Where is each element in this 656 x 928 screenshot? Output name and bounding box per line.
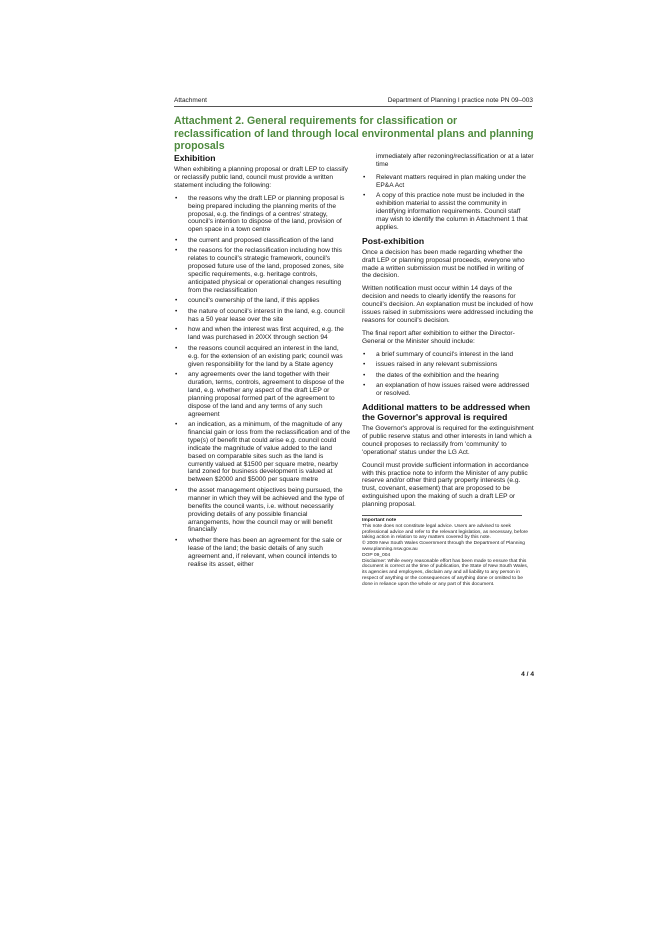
final-report-item: • a brief summary of council's interest in the land [362,351,534,359]
important-note [362,518,534,588]
header-section-label: Attachment [174,97,207,104]
exhibition-item: • whether there has been an agreement for the sale or lease of the land; the basic details of any such agreement and, if relevant, when council intends to realise its asset, either [174,537,350,569]
final-report-item: • an explanation of how issues raised were addressed or resolved. [362,382,534,398]
post-exhibition-paragraph: Once a decision has been made regarding whether the draft LEP or planning proposal proceeds, everyone who made a written submission must be notified in writing of the decision. [362,248,525,280]
post-exhibition-heading: Post-exhibition [362,235,425,246]
right-column [362,153,534,588]
important-note-line: DOP 09_004 [362,552,391,558]
exhibition-intro: When exhibiting a planning proposal or draft LEP to classify or reclassify public land, council must provide a written statement including the following: [174,166,348,189]
final-report-item: • the dates of the exhibition and the hearing [362,372,534,380]
exhibition-item: • the asset management objectives being pursued, the manner in which they will be achieved and the type of benefits the council wants, i.e. without necessarily providing details of any possible financial arrangements, how the council may or will benefit financially [174,487,350,534]
note-divider [362,515,522,516]
exhibition-item: • the reasons for the reclassification including how this relates to council's strategic framework, council's proposed future use of the land, proposed zones, site specific requirements, e.g. heritage controls, anticipated physical or operational changes resulting from the reclassification [174,247,350,294]
header-practice-note: Department of Planning I practice note PN 09–003 [387,97,533,104]
final-report-list [362,351,534,398]
additional-paragraph: The Governor's approval is required for the extinguishment of public reserve status and other interests in land which a council proposes to reclassify from 'community' to 'operational' status under the LG Act. [362,425,534,456]
exhibition-item-continuation: immediately after rezoning/reclassification or at a later time [376,153,534,168]
additional-paragraph: Council must provide sufficient information in accordance with this practice note to inform the Minister of any public reserve and/or other third party property interests (e.g. trust, covenant, easement) that are proposed to be extinguished upon the making of such a draft LEP or planning proposal. [362,461,529,509]
final-report-item: • issues raised in any relevant submissions [362,361,534,369]
additional-matters-heading: Additional matters to be addressed when the Governor's approval is required [362,402,531,423]
exhibition-item: • an indication, as a minimum, of the magnitude of any financial gain or loss from the reclassification and of the type(s) of benefit that could arise e.g. council could indicate the magnitude of value added to the land based on comparable sites such as the land is currently valued at $1500 per square metre, nearby land zoned for business development is valued at between $2000 and $5000 per square metre [174,421,350,484]
exhibition-item: • the current and proposed classification of the land [174,237,350,245]
left-column [174,153,350,573]
exhibition-list [174,195,350,569]
exhibition-list-continued [362,174,534,232]
important-note-line: © 2009 New South Wales Government through the Department of Planning www.planning.nsw.gov.au [362,541,526,553]
exhibition-item: • how and when the interest was first acquired, e.g. the land was purchased in 20XX through section 94 [174,326,350,342]
important-note-line: This note does not constitute legal advice. Users are advised to seek professional advice and refer to the relevant legislation, as necessary, before taking action in relation to any matters covered by this note. [362,523,529,541]
exhibition-item: • the nature of council's interest in the land, e.g. council has a 50 year lease over the site [174,308,350,324]
exhibition-item: • the reasons why the draft LEP or planning proposal is being prepared including the planning merits of the proposal, e.g. the findings of a centres' strategy, council's intention to dispose of the land, provision of open space in a town centre [174,195,350,235]
important-note-line: Disclaimer: While every reasonable effort has been made to ensure that this document is correct at the time of publication, the State of New South Wales, its agencies and employees, disclaim any and all liability to any person in respect of anything or the consequences of anything done or omitted to be done in reliance upon the whole or any part of this document. [362,558,529,587]
exhibition-item: • A copy of this practice note must be included in the exhibition material to assist the community in identifying information requirements. Council staff may wish to identify the column in Attachment 1 that applies. [362,192,534,232]
exhibition-item: • the reasons council acquired an interest in the land, e.g. for the extension of an existing park; council was given responsibility for the land by a State agency [174,345,350,369]
exhibition-item: • any agreements over the land together with their duration, terms, controls, agreement to dispose of the land, e.g. whether any aspect of the draft LEP or planning proposal formed part of the agreement to dispose of the land and any terms of any such agreement [174,371,350,418]
exhibition-heading: Exhibition [174,153,216,163]
exhibition-item: • council's ownership of the land, if this applies [174,297,350,305]
header-divider [174,106,532,107]
page-title: Attachment 2. General requirements for classification or reclassification of land through local environmental plans and planning proposals [174,115,534,152]
exhibition-item: • Relevant matters required in plan making under the EP&A Act [362,174,534,190]
post-exhibition-paragraph: Written notification must occur within 14 days of the decision and needs to clearly identify the reasons for council's decision. An explanation must be included of how issues raised in submissions were addressed including the reasons for council's decision. [362,285,534,324]
important-note-title: Important note [362,518,397,524]
post-exhibition-paragraph: The final report after exhibition to either the Director-General or the Minister should include: [362,329,515,345]
page-number: 4 / 4 [521,671,534,678]
